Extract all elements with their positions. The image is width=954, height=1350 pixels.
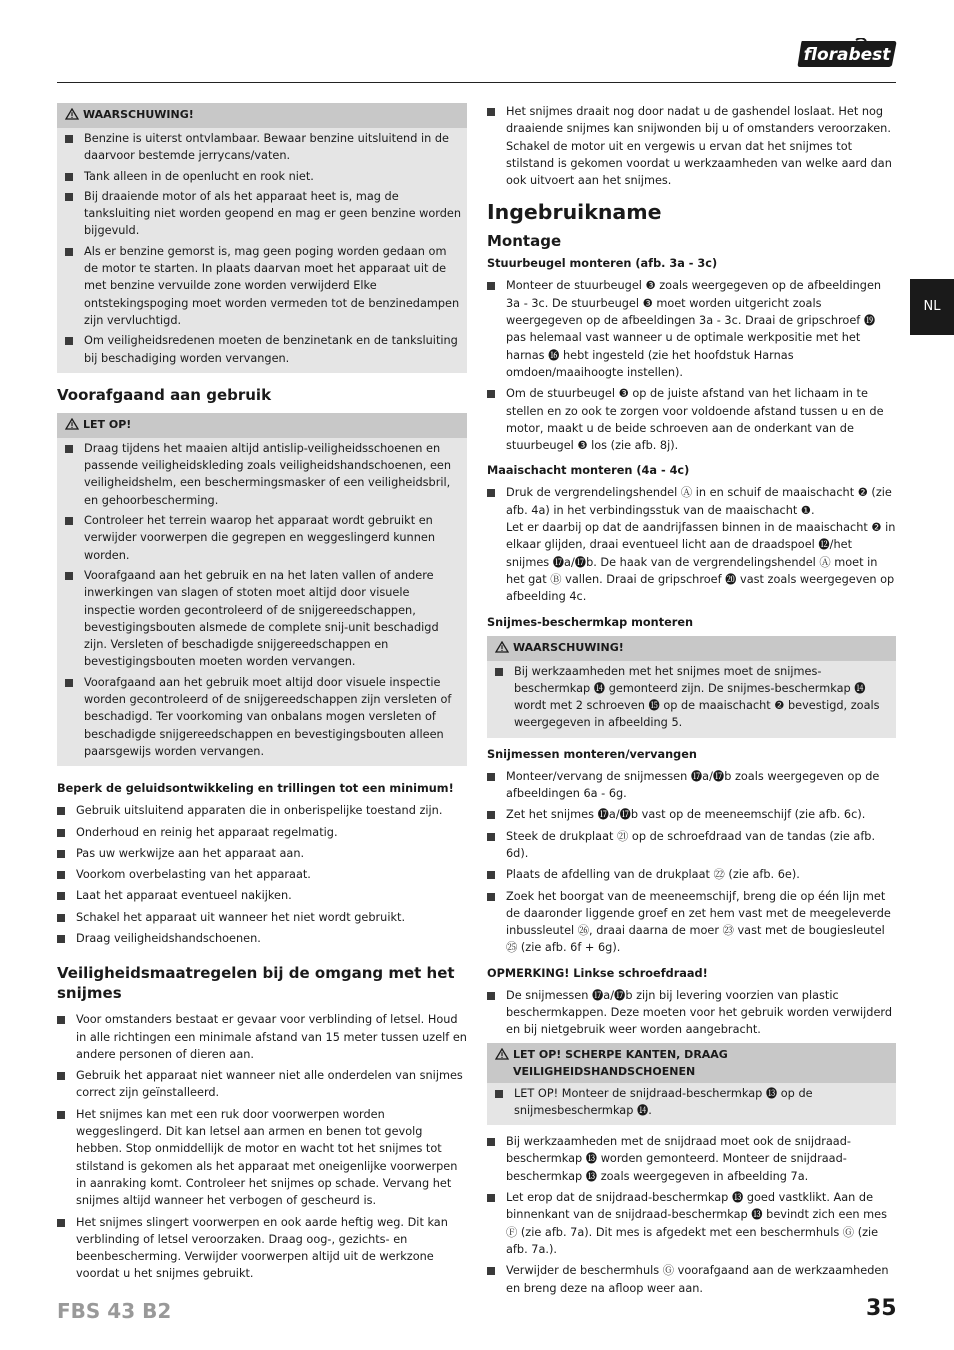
heading-voorafgaand: Voorafgaand aan gebruik	[57, 385, 272, 404]
list-item-text: Bij draaiende motor of als het apparaat heet is, mag de tanksluiting niet worden geopend en mag er geen benzine worden bijgevuld.	[84, 189, 462, 238]
list-item-text: LET OP! Monteer de snijdraad-beschermkap ⓭ op de snijmesbeschermkap ⓮.	[514, 1086, 813, 1117]
list-item-text: Tank alleen in de openlucht en rook niet.	[84, 169, 314, 183]
bullet-square-icon	[57, 1111, 65, 1119]
list-item	[487, 1189, 896, 1258]
bullet-square-icon	[65, 337, 73, 345]
bullet-square-icon	[487, 282, 495, 290]
page-number: 35	[866, 1296, 897, 1321]
warning-title: WAARSCHUWING!	[513, 640, 624, 654]
list-item-text: Monteer/vervang de snijmessen ⓱a/⓱b zoals weergegeven op de afbeeldingen 6a - 6g.	[506, 769, 880, 801]
list-item	[65, 168, 461, 185]
heading-stuurbeugel: Stuurbeugel monteren (afb. 3a - 3c)	[487, 257, 718, 271]
list-item-text: Voorkom overbelasting van het apparaat.	[76, 868, 311, 882]
list-item	[57, 824, 467, 841]
warning-box-fuel	[57, 103, 467, 373]
list-item-text: Monteer de stuurbeugel ❸ zoals weergegeven op de afbeeldingen 3a - 3c. De stuurbeugel ❸ moet worden uitgericht zoals weergegeven op de afbeeldingen 3a - 3c. Draai de gripschroef ⓳ pas helemaal vast wanneer u de optimale werkpositie met het harnas ⓰ hebt ingesteld (zie het hoofdstuk Harnas omdoen/maaihoogte instellen).	[506, 279, 882, 379]
bullet-square-icon	[487, 390, 495, 398]
list-item-text: Het snijmes kan met een ruk door voorwerpen worden weggeslingerd. Dit kan letsel aan armen en benen tot gevolg hebben. Stop onmiddellijk de motor en wacht tot het snijmes tot stilstand is gekomen als het apparaat met oneigenlijke voorwerpen in aanraking komt. Controleer het snijmes op schade. Vervang het snijmes altijd wanneer het verbogen of gescheurd is.	[76, 1107, 458, 1208]
bullet-square-icon	[487, 811, 495, 819]
list-item-text: Onderhoud en reinig het apparaat regelmatig.	[76, 825, 338, 839]
bullet-square-icon	[57, 935, 65, 943]
warning-box-guard	[487, 636, 896, 738]
caution-title: LET OP! SCHERPE KANTEN, DRAAG VEILIGHEIDSHANDSCHOENEN	[513, 1047, 728, 1078]
heading-ingebruikname: Ingebruikname	[487, 200, 662, 225]
list-item-text: Om veiligheidsredenen moeten de benzinetank en de tanksluiting bij beschadiging worden vervangen.	[84, 334, 458, 365]
warning-triangle-icon	[495, 1048, 509, 1065]
bullet-square-icon	[57, 914, 65, 922]
list-item	[487, 866, 896, 883]
list-item	[65, 332, 461, 367]
list-item	[495, 663, 890, 732]
bullet-square-icon	[487, 871, 495, 879]
list-item-text: Schakel het apparaat uit wanneer het niet wordt gebruikt.	[76, 910, 406, 924]
caution-title: LET OP!	[83, 417, 132, 431]
list-item-text: Als er benzine gemorst is, mag geen poging worden gedaan om de motor te starten. In plaats daarvan moet het apparaat uit de met benzine vervuilde zone worden verwijderd Elke ontstekingspoging moet worden vermeden tot de benzinedampen zijn vervluchtigd.	[84, 244, 460, 327]
bullet-square-icon	[57, 1016, 65, 1024]
list-item	[487, 484, 896, 605]
list-item	[487, 806, 896, 823]
list-item-text: Let erop dat de snijdraad-beschermkap ⓭ goed vastklikt. Aan de binnenkant van de snijdraad-beschermkap ⓭ bevindt zich een mes Ⓕ (zie afb. 7a). Dit mes is afgedekt met een beschermhuls Ⓖ (zie afb. 7a.).	[506, 1191, 887, 1256]
bullet-square-icon	[487, 773, 495, 781]
bullet-square-icon	[487, 1194, 495, 1202]
warning-triangle-icon	[495, 641, 509, 658]
list-item-text: Voorafgaand aan het gebruik en na het laten vallen of andere inwerkingen van slagen of stoten moet altijd door visuele inspectie worden gecontroleerd of de snijgereedschappen, bevestigingsbouten alsmede de complete snij-unit beschadigd zijn. Versleten of beschadigde snijgereedschappen en bevestigingsbouten moeten worden vervangen.	[84, 568, 439, 669]
list-item	[57, 845, 467, 862]
bullet-square-icon	[487, 489, 495, 497]
list-item	[65, 567, 461, 671]
bullet-square-icon	[487, 1267, 495, 1275]
list-item-text: Het snijmes slingert voorwerpen en ook aarde heftig weg. Dit kan verblinding of letsel veroorzaken. Draag oog-, gezichts- en beenbescherming. Verwijder voorwerpen altijd uit de werkzone voordat u het snijmes gebruikt.	[76, 1215, 448, 1281]
bullet-square-icon	[65, 445, 73, 453]
warning-triangle-icon	[65, 108, 79, 125]
heading-beschermkap: Snijmes-beschermkap monteren	[487, 615, 694, 629]
list-item-text: Voorafgaand aan het gebruik moet altijd door visuele inspectie worden gecontroleerd of de snijgereedschappen zijn versleten of beschadigd. Ter voorkoming van onbalans mogen versleten of beschadigde snijgereedschappen en bevestigingsbouten alleen paarsgewijs worden vervangen.	[84, 675, 452, 758]
list-item-text: Druk de vergrendelingshendel Ⓐ in en schuif de maaischacht ❷ (zie afb. 4a) in het verbindingsstuk van de maaischacht ❶. Let er daarbij op dat de aandrijfassen binnen in de maaischacht ❷ in elkaar glijden, draai eventueel licht aan de draadspoel ⓬/het snijmes ⓱a/⓱b. De haak van de vergrendelingshendel Ⓐ moet in het gat Ⓑ vallen. Draai de gripschroef ⓴ vast zoals weergegeven op afbeelding 4c.	[506, 486, 896, 604]
warning-title: WAARSCHUWING!	[83, 108, 194, 121]
list-item	[65, 512, 461, 564]
list-item-text: Draag tijdens het maaien altijd antislip-veiligheidsschoenen en passende veiligheidskleding zoals veiligheidshandschoenen, een veiligheidshelm, een beschermingsmasker of een veiligheidsbril, en gehoorbescherming.	[84, 441, 452, 507]
left-column	[57, 103, 467, 1287]
bullet-square-icon	[57, 1072, 65, 1080]
bullet-square-icon	[65, 517, 73, 525]
list-item-text: Verwijder de beschermhuls Ⓖ voorafgaand aan de werkzaamheden en breng deze na afloop weer aan.	[506, 1264, 889, 1295]
list-item	[57, 909, 467, 926]
list-item	[65, 674, 461, 760]
list-item-text: Controleer het terrein waarop het apparaat wordt gebruikt en verwijder voorwerpen die gegrepen en weggeslingerd kunnen worden.	[84, 514, 435, 562]
list-item	[65, 440, 461, 509]
list-item	[57, 802, 467, 819]
bullet-square-icon	[487, 893, 495, 901]
bullet-square-icon	[65, 173, 73, 181]
list-item	[487, 1262, 896, 1297]
heading-maaischacht: Maaischacht monteren (4a - 4c)	[487, 464, 690, 478]
list-item-text: Zet het snijmes ⓱a/⓱b vast op de meeneemschijf (zie afb. 6c).	[506, 808, 866, 822]
florabest-logo	[796, 38, 898, 70]
bullet-square-icon	[57, 892, 65, 900]
bullet-square-icon	[487, 108, 495, 116]
list-item-text: Bij werkzaamheden met het snijmes moet de snijmes-beschermkap ⓮ gemonteerd zijn. De snijmes-beschermkap ⓮ wordt met 2 schroeven ⓯ op de maaischacht ❷ bevestigd, zoals weergegeven in afbeelding 5.	[514, 664, 880, 730]
list-item	[65, 130, 461, 165]
bullet-square-icon	[487, 992, 495, 1000]
list-item	[57, 930, 467, 947]
list-item-text: Benzine is uiterst ontvlambaar. Bewaar benzine uitsluitend in de daarvoor bestemde jerrycans/vaten.	[84, 132, 449, 163]
list-item-text: Bij werkzaamheden met de snijdraad moet ook de snijdraad-beschermkap ⓭ worden gemonteerd. Monteer de snijdraad-beschermkap ⓭ zoals weergegeven in afbeelding 7a.	[506, 1135, 851, 1183]
warning-triangle-icon	[65, 418, 79, 435]
list-item	[57, 1214, 467, 1283]
bullet-square-icon	[65, 679, 73, 687]
header-rule	[57, 82, 896, 83]
list-item-text: Gebruik uitsluitend apparaten die in onberispelijke toestand zijn.	[76, 804, 443, 818]
bullet-square-icon	[57, 807, 65, 815]
bullet-square-icon	[57, 1219, 65, 1227]
heading-snijmessen: Snijmessen monteren/vervangen	[487, 747, 697, 761]
heading-montage: Montage	[487, 232, 562, 251]
list-item-text: Gebruik het apparaat niet wanneer niet alle onderdelen van snijmes correct zijn geïnstalleerd.	[76, 1069, 463, 1100]
model-number: FBS 43 B2	[57, 1299, 172, 1323]
bullet-square-icon	[57, 850, 65, 858]
bullet-square-icon	[495, 668, 503, 676]
heading-veiligheid: Veiligheidsmaatregelen bij de omgang met het snijmes	[57, 964, 455, 1003]
list-item	[487, 768, 896, 803]
heading-opmerking: OPMERKING! Linkse schroefdraad!	[487, 966, 708, 980]
caution-box-before-use	[57, 413, 467, 766]
list-item	[487, 888, 896, 957]
list-item	[57, 1106, 467, 1210]
list-item-text: Zoek het boorgat van de meeneemschijf, breng die op één lijn met de daaronder liggende groef en zet hem vast met de meegeleverde inbussleutel ㉖, draai daarna de moer ㉓ vast met de bougiesleutel ㉕ (zie afb. 6f + 6g).	[506, 889, 891, 955]
list-item	[487, 987, 896, 1039]
list-item-text: Laat het apparaat eventueel nakijken.	[76, 889, 292, 903]
list-item-text: Plaats de afdelling van de drukplaat ㉒ (zie afb. 6e).	[506, 868, 800, 882]
caution-box-sharp-edges	[487, 1043, 896, 1126]
list-item	[495, 1085, 890, 1120]
list-item-text: Pas uw werkwijze aan het apparaat aan.	[76, 846, 305, 860]
list-item	[57, 1067, 467, 1102]
list-item	[57, 866, 467, 883]
svg-text:florabest: florabest	[803, 45, 891, 65]
list-item-text: Draag veiligheidshandschoenen.	[76, 931, 261, 945]
bullet-square-icon	[65, 572, 73, 580]
list-item	[65, 188, 461, 240]
list-item	[57, 1011, 467, 1063]
bullet-square-icon	[57, 829, 65, 837]
list-item	[65, 243, 461, 329]
bullet-square-icon	[65, 135, 73, 143]
list-item-text: Steek de drukplaat ㉑ op de schroefdraad van de tandas (zie afb. 6d).	[506, 829, 876, 860]
list-item	[487, 103, 896, 189]
list-item	[487, 385, 896, 454]
right-column	[487, 103, 896, 1301]
list-item-text: Voor omstanders bestaat er gevaar voor verblinding of letsel. Houd in alle richtingen een minimale afstand van 15 meter tussen uzelf en andere personen of dieren aan.	[76, 1013, 467, 1061]
list-item	[487, 828, 896, 863]
list-item-text: De snijmessen ⓱a/⓱b zijn bij levering voorzien van plastic beschermkappen. Deze moeten voor het gebruik worden verwijderd en bij nietgebruik weer worden aangebracht.	[506, 988, 893, 1037]
list-item	[487, 277, 896, 381]
heading-beperk: Beperk de geluidsontwikkeling en trillingen tot een minimum!	[57, 782, 454, 796]
language-tab: NL	[910, 279, 954, 335]
bullet-square-icon	[495, 1090, 503, 1098]
bullet-square-icon	[57, 871, 65, 879]
bullet-square-icon	[65, 193, 73, 201]
list-item-text: Het snijmes draait nog door nadat u de gashendel loslaat. Het nog draaiende snijmes kan snijwonden bij u of omstanders veroorzaken. Schakel de motor uit en vergewis u ervan dat het snijmes tot stilstand is gekomen voordat u werkzaamheden van welke aard dan ook uitvoert aan het snijmes.	[506, 105, 892, 188]
bullet-square-icon	[65, 248, 73, 256]
bullet-square-icon	[487, 833, 495, 841]
list-item	[487, 1133, 896, 1185]
bullet-square-icon	[487, 1138, 495, 1146]
list-item	[57, 887, 467, 904]
list-item-text: Om de stuurbeugel ❸ op de juiste afstand van het lichaam in te stellen en zo ook te zorgen voor voldoende afstand tussen u en de motor, maakt u de beide schroeven aan de onderkant van de stuurbeugel ❸ los (zie afb. 8j).	[506, 387, 884, 453]
